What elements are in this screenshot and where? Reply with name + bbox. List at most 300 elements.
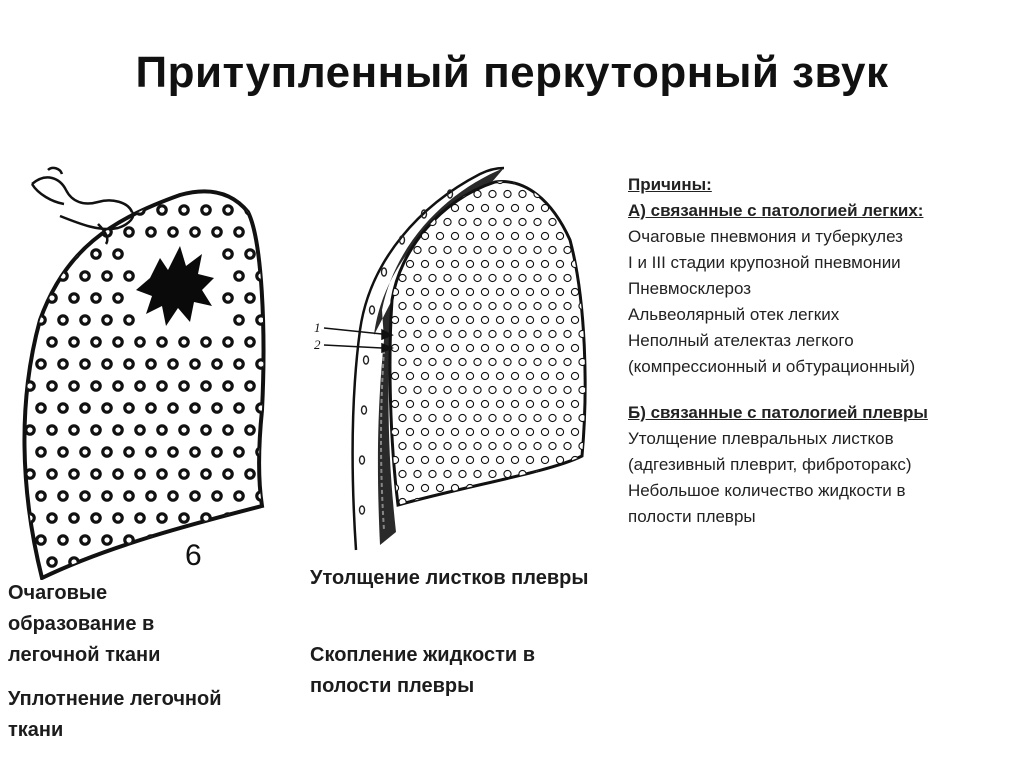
alveolus-dot xyxy=(466,372,473,379)
alveolus-dot xyxy=(504,386,511,393)
alveolus-dot xyxy=(114,426,122,434)
alveolus-dot xyxy=(504,302,511,309)
alveolus-dot xyxy=(556,232,563,239)
alveolus-dot xyxy=(235,360,243,368)
alveolus-dot xyxy=(541,400,548,407)
alveolus-dot xyxy=(180,514,188,522)
alveolus-dot xyxy=(191,492,199,500)
alveolus-dot xyxy=(399,330,406,337)
alveolus-dot xyxy=(564,302,571,309)
list-item: (адгезивный плеврит, фиброторакс) xyxy=(628,455,912,474)
alveolus-dot xyxy=(92,470,100,478)
alveolus-dot xyxy=(103,536,111,544)
alveolus-dot xyxy=(511,316,518,323)
alveolus-dot xyxy=(564,414,571,421)
alveolus-dot xyxy=(541,176,548,183)
alveolus-dot xyxy=(48,250,56,258)
alveolus-dot xyxy=(541,372,548,379)
alveolus-dot xyxy=(147,448,155,456)
alveolus-dot xyxy=(114,250,122,258)
alveolus-dot xyxy=(81,228,89,236)
alveolus-dot xyxy=(26,294,34,302)
alveolus-dot xyxy=(406,400,413,407)
alveolus-dot xyxy=(125,404,133,412)
alveolus-dot xyxy=(391,176,398,183)
alveolus-dot xyxy=(103,316,111,324)
alveolus-dot xyxy=(526,372,533,379)
alveolus-dot xyxy=(586,316,593,323)
alveolus-dot xyxy=(511,400,518,407)
alveolus-dot xyxy=(586,484,593,491)
alveolus-dot xyxy=(489,498,496,505)
alveolus-dot xyxy=(48,382,56,390)
alveolus-dot xyxy=(534,274,541,281)
caption-pleural-fluid: Скопление жидкости в полости плевры xyxy=(310,644,536,697)
alveolus-dot xyxy=(202,338,210,346)
alveolus-dot xyxy=(526,316,533,323)
alveolus-dot xyxy=(511,484,518,491)
alveolus-dot xyxy=(459,442,466,449)
alveolus-dot xyxy=(114,558,122,566)
alveolus-dot xyxy=(474,302,481,309)
alveolus-dot xyxy=(136,426,144,434)
alveolus-dot xyxy=(571,400,578,407)
alveolus-dot xyxy=(459,218,466,225)
alveolus-dot xyxy=(202,382,210,390)
alveolus-dot xyxy=(504,246,511,253)
alveolus-dot xyxy=(158,206,166,214)
alveolus-dot xyxy=(235,536,243,544)
alveolus-dot xyxy=(511,260,518,267)
alveolus-dot xyxy=(541,456,548,463)
alveolus-dot xyxy=(406,176,413,183)
alveolus-dot xyxy=(579,246,586,253)
alveolus-dot xyxy=(534,414,541,421)
alveolus-dot xyxy=(451,204,458,211)
alveolus-dot xyxy=(414,414,421,421)
alveolus-dot xyxy=(103,448,111,456)
alveolus-dot xyxy=(451,372,458,379)
alveolus-dot xyxy=(549,330,556,337)
alveolus-dot xyxy=(191,360,199,368)
alveolus-dot xyxy=(459,302,466,309)
alveolus-dot xyxy=(481,456,488,463)
alveolus-dot xyxy=(549,246,556,253)
alveolus-dot xyxy=(466,204,473,211)
alveolus-dot xyxy=(481,260,488,267)
alveolus-dot xyxy=(224,558,232,566)
alveolus-dot xyxy=(496,456,503,463)
alveolus-dot xyxy=(474,470,481,477)
alveolus-dot xyxy=(59,536,67,544)
alveolus-dot xyxy=(459,246,466,253)
alveolus-dot xyxy=(429,190,436,197)
alveolus-dot xyxy=(406,484,413,491)
alveolus-dot xyxy=(511,288,518,295)
alveolus-dot xyxy=(246,558,254,566)
alveolus-dot xyxy=(444,218,451,225)
alveolus-dot xyxy=(474,218,481,225)
alveolus-dot xyxy=(224,338,232,346)
alveolus-dot xyxy=(48,426,56,434)
alveolus-dot xyxy=(180,426,188,434)
alveolus-dot xyxy=(158,514,166,522)
slide-title: Притупленный перкуторный звук xyxy=(135,48,889,97)
alveolus-dot xyxy=(504,274,511,281)
alveolus-dot xyxy=(70,426,78,434)
alveolus-dot xyxy=(202,206,210,214)
alveolus-dot xyxy=(235,404,243,412)
alveolus-dot xyxy=(549,414,556,421)
alveolus-dot xyxy=(586,260,593,267)
alveolus-dot xyxy=(169,448,177,456)
alveolus-dot xyxy=(511,428,518,435)
alveolus-dot xyxy=(481,428,488,435)
alveolus-dot xyxy=(246,382,254,390)
alveolus-dot xyxy=(474,386,481,393)
alveolus-dot xyxy=(496,204,503,211)
alveolus-dot xyxy=(541,344,548,351)
alveolus-dot xyxy=(399,470,406,477)
alveolus-dot xyxy=(414,386,421,393)
alveolus-dot xyxy=(451,428,458,435)
alveolus-dot xyxy=(421,260,428,267)
alveolus-dot xyxy=(399,386,406,393)
alveolus-dot xyxy=(519,302,526,309)
alveolus-dot xyxy=(125,228,133,236)
alveolus-dot xyxy=(556,372,563,379)
alveolus-dot xyxy=(541,316,548,323)
alveolus-dot xyxy=(549,470,556,477)
alveolus-dot xyxy=(103,272,111,280)
alveolus-dot xyxy=(481,372,488,379)
alveolus-dot xyxy=(556,316,563,323)
alveolus-dot xyxy=(421,400,428,407)
alveolus-dot xyxy=(26,558,34,566)
alveolus-dot xyxy=(26,250,34,258)
alveolus-dot xyxy=(414,274,421,281)
alveolus-dot xyxy=(103,360,111,368)
alveolus-dot xyxy=(586,288,593,295)
alveolus-dot xyxy=(399,190,406,197)
alveolus-dot xyxy=(391,316,398,323)
alveolus-dot xyxy=(158,426,166,434)
alveolus-dot xyxy=(406,456,413,463)
alveolus-dot xyxy=(459,330,466,337)
alveolus-dot xyxy=(474,246,481,253)
alveolus-dot xyxy=(180,382,188,390)
alveolus-dot xyxy=(169,360,177,368)
alveolus-dot xyxy=(571,344,578,351)
figure-label-6: 6 xyxy=(185,539,202,572)
alveolus-dot xyxy=(564,470,571,477)
alveolus-dot xyxy=(246,470,254,478)
alveolus-dot xyxy=(451,176,458,183)
alveolus-dot xyxy=(519,386,526,393)
alveolus-dot xyxy=(235,492,243,500)
alveolus-dot xyxy=(180,206,188,214)
alveolus-dot xyxy=(158,382,166,390)
alveolus-dot xyxy=(391,204,398,211)
alveolus-dot xyxy=(571,232,578,239)
alveolus-dot xyxy=(436,316,443,323)
alveolus-dot xyxy=(496,232,503,239)
alveolus-dot xyxy=(406,344,413,351)
alveolus-dot xyxy=(391,232,398,239)
list-item: I и III стадии крупозной пневмонии xyxy=(628,253,901,272)
alveolus-dot xyxy=(444,246,451,253)
alveolus-dot xyxy=(496,344,503,351)
alveolus-dot xyxy=(92,514,100,522)
alveolus-dot xyxy=(436,428,443,435)
alveolus-dot xyxy=(586,400,593,407)
alveolus-dot xyxy=(526,456,533,463)
alveolus-dot xyxy=(224,294,232,302)
alveolus-dot xyxy=(136,338,144,346)
arrow-label-2: 2 xyxy=(314,337,321,352)
alveolus-dot xyxy=(474,442,481,449)
alveolus-dot xyxy=(504,498,511,505)
alveolus-dot xyxy=(586,372,593,379)
alveolus-dot xyxy=(549,218,556,225)
alveolus-dot xyxy=(59,404,67,412)
alveolus-dot xyxy=(406,428,413,435)
alveolus-dot xyxy=(541,428,548,435)
alveolus-dot xyxy=(451,456,458,463)
alveolus-dot xyxy=(436,260,443,267)
alveolus-dot xyxy=(246,294,254,302)
alveolus-dot xyxy=(526,428,533,435)
alveolus-dot xyxy=(421,316,428,323)
alveolus-dot xyxy=(466,428,473,435)
alveolus-dot xyxy=(444,442,451,449)
alveolus-dot xyxy=(202,558,210,566)
alveolus-dot xyxy=(429,470,436,477)
alveolus-dot xyxy=(414,358,421,365)
alveolus-dot xyxy=(549,274,556,281)
alveolus-dot xyxy=(534,386,541,393)
alveolus-dot xyxy=(125,448,133,456)
alveolus-dot xyxy=(489,414,496,421)
section-b-heading: Б) связанные с патологией плевры xyxy=(628,403,928,422)
alveolus-dot xyxy=(158,338,166,346)
alveolus-dot xyxy=(504,190,511,197)
lung-pleura-figure xyxy=(300,160,600,560)
alveolus-dot xyxy=(571,428,578,435)
alveolus-dot xyxy=(257,536,265,544)
alveolus-dot xyxy=(526,484,533,491)
alveolus-dot xyxy=(459,470,466,477)
alveolus-dot xyxy=(519,190,526,197)
alveolus-dot xyxy=(481,204,488,211)
alveolus-dot xyxy=(59,492,67,500)
alveolus-dot xyxy=(26,470,34,478)
alveolus-dot xyxy=(564,358,571,365)
alveolus-dot xyxy=(147,492,155,500)
alveolus-dot xyxy=(169,492,177,500)
alveolus-dot xyxy=(81,492,89,500)
alveolus-dot xyxy=(526,344,533,351)
alveolus-dot xyxy=(103,492,111,500)
alveolus-dot xyxy=(429,246,436,253)
alveolus-dot xyxy=(519,498,526,505)
alveolus-dot xyxy=(59,448,67,456)
alveolus-dot xyxy=(511,344,518,351)
alveolus-dot xyxy=(571,316,578,323)
alveolus-dot xyxy=(466,260,473,267)
alveolus-dot xyxy=(147,404,155,412)
alveolus-dot xyxy=(48,514,56,522)
alveolus-dot xyxy=(534,302,541,309)
alveolus-dot xyxy=(391,428,398,435)
alveolus-dot xyxy=(489,218,496,225)
list-item: полости плевры xyxy=(628,507,756,526)
alveolus-dot xyxy=(213,404,221,412)
alveolus-dot xyxy=(579,274,586,281)
alveolus-dot xyxy=(421,288,428,295)
alveolus-dot xyxy=(504,470,511,477)
alveolus-dot xyxy=(541,288,548,295)
alveolus-dot xyxy=(556,260,563,267)
alveolus-dot xyxy=(504,330,511,337)
alveolus-dot xyxy=(158,470,166,478)
alveolus-dot xyxy=(564,442,571,449)
alveolus-dot xyxy=(136,382,144,390)
alveolus-dot xyxy=(564,386,571,393)
alveolus-dot xyxy=(459,498,466,505)
caption-pleural-thickening: Утолщение листков плевры xyxy=(310,567,589,589)
alveolus-dot xyxy=(114,514,122,522)
alveolus-dot xyxy=(571,288,578,295)
alveolus-dot xyxy=(519,218,526,225)
alveolus-dot xyxy=(414,190,421,197)
alveolus-dot xyxy=(70,514,78,522)
alveolus-dot xyxy=(526,260,533,267)
alveolus-dot xyxy=(466,288,473,295)
alveolus-dot xyxy=(556,484,563,491)
alveolus-dot xyxy=(70,382,78,390)
alveolus-dot xyxy=(406,260,413,267)
alveolus-dot xyxy=(504,218,511,225)
alveolus-dot xyxy=(414,302,421,309)
alveolus-dot xyxy=(81,360,89,368)
alveolus-dot xyxy=(399,302,406,309)
alveolus-dot xyxy=(571,372,578,379)
alveolus-dot xyxy=(92,206,100,214)
alveolus-dot xyxy=(406,316,413,323)
alveolus-dot xyxy=(556,288,563,295)
alveolus-dot xyxy=(519,442,526,449)
alveolus-dot xyxy=(534,330,541,337)
alveolus-dot xyxy=(496,400,503,407)
alveolus-dot xyxy=(556,204,563,211)
alveolus-dot xyxy=(136,514,144,522)
alveolus-dot xyxy=(549,386,556,393)
alveolus-dot xyxy=(541,232,548,239)
alveolus-dot xyxy=(511,204,518,211)
alveolus-dot xyxy=(257,228,265,236)
alveolus-dot xyxy=(429,330,436,337)
alveolus-dot xyxy=(481,316,488,323)
chest-wall-line-lower xyxy=(353,330,360,550)
alveolus-dot xyxy=(92,558,100,566)
arrow-label-1: 1 xyxy=(314,320,321,335)
alveolus-dot xyxy=(481,232,488,239)
alveolus-dot xyxy=(70,294,78,302)
alveolus-dot xyxy=(59,360,67,368)
alveolus-dot xyxy=(579,218,586,225)
alveolus-dot xyxy=(37,448,45,456)
alveolus-dot xyxy=(414,470,421,477)
alveolus-dot xyxy=(224,206,232,214)
alveolus-dot xyxy=(114,382,122,390)
section-spacer xyxy=(628,380,1020,400)
causes-panel xyxy=(628,172,1020,530)
alveolus-dot xyxy=(406,204,413,211)
alveolus-dot xyxy=(444,414,451,421)
alveolus-dot xyxy=(556,344,563,351)
alveolus-dot xyxy=(37,492,45,500)
alveolus-dot xyxy=(37,404,45,412)
alveolus-dot xyxy=(496,372,503,379)
alveolus-dot xyxy=(474,358,481,365)
alveolus-dot xyxy=(235,448,243,456)
alveolus-dot xyxy=(549,498,556,505)
alveolus-dot xyxy=(406,288,413,295)
alveolus-dot xyxy=(399,274,406,281)
alveolus-dot xyxy=(48,470,56,478)
alveolus-dot xyxy=(571,176,578,183)
alveolus-dot xyxy=(474,274,481,281)
alveolus-dot xyxy=(564,218,571,225)
alveolus-dot xyxy=(70,470,78,478)
alveolus-dot xyxy=(579,498,586,505)
alveolus-dot xyxy=(444,386,451,393)
alveolus-dot xyxy=(451,344,458,351)
alveolus-dot xyxy=(541,484,548,491)
alveolus-dot xyxy=(92,338,100,346)
alveolus-dot xyxy=(48,206,56,214)
alveolus-dot xyxy=(114,470,122,478)
alveolus-dot xyxy=(213,228,221,236)
alveolus-dot xyxy=(70,338,78,346)
alveolus-dot xyxy=(564,274,571,281)
alveolus-dot xyxy=(37,272,45,280)
alveolus-dot xyxy=(429,358,436,365)
alveolus-dot xyxy=(586,232,593,239)
alveolus-dot xyxy=(526,176,533,183)
alveolus-dot xyxy=(429,274,436,281)
alveolus-dot xyxy=(586,344,593,351)
alveolus-dot xyxy=(511,372,518,379)
alveolus-dot xyxy=(564,330,571,337)
caption-focal-lesion: Очаговые образование в легочной ткани xyxy=(8,582,161,666)
alveolus-dot xyxy=(586,428,593,435)
alveolus-dot xyxy=(81,536,89,544)
alveolus-dot xyxy=(436,288,443,295)
alveolus-dot xyxy=(451,288,458,295)
alveolus-dot xyxy=(414,330,421,337)
alveolus-dot xyxy=(459,386,466,393)
alveolus-dot xyxy=(564,246,571,253)
alveolus-dot xyxy=(125,492,133,500)
alveolus-dot xyxy=(224,250,232,258)
alveolus-dot xyxy=(556,428,563,435)
alveolus-dot xyxy=(459,274,466,281)
alveolus-dot xyxy=(474,190,481,197)
alveolus-dot xyxy=(436,400,443,407)
alveolus-dot xyxy=(504,442,511,449)
